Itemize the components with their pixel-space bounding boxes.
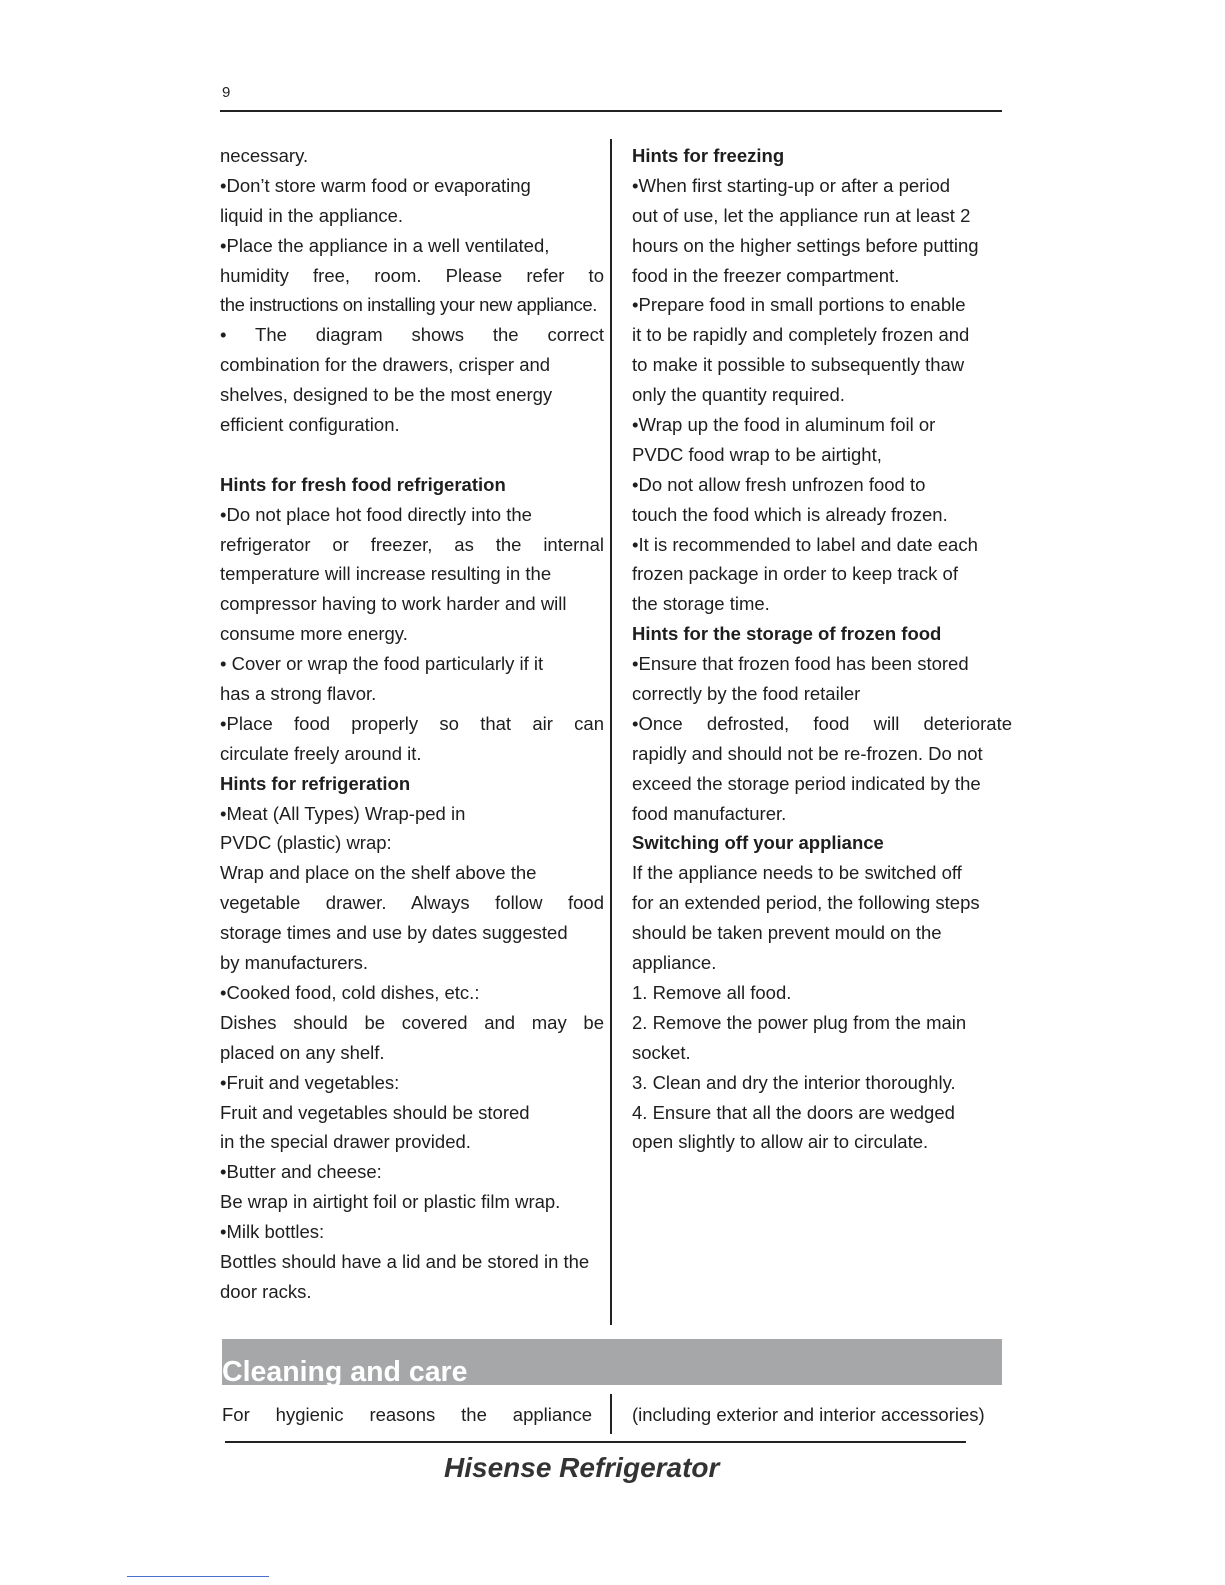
blank-line (220, 440, 604, 470)
text-line: the storage time. (632, 593, 770, 615)
text-line: •Ensure that frozen food has been stored (632, 653, 969, 675)
text-line: only the quantity required. (632, 384, 845, 406)
text-line: •Do not place hot food directly into the (220, 503, 532, 525)
section-heading: Switching off your appliance (632, 832, 884, 854)
section-title: Cleaning and care (222, 1356, 468, 1388)
text-line: the instructions on installing your new appliance. (220, 294, 597, 316)
text-line: •Cooked food, cold dishes, etc.: (220, 981, 480, 1003)
section-heading: Hints for freezing (632, 145, 785, 166)
text-line: door racks. (220, 1280, 312, 1302)
text-line: vegetable drawer. Always follow food (220, 892, 604, 914)
text-line: placed on any shelf. (220, 1041, 385, 1063)
text-line: refrigerator or freezer, as the internal (220, 533, 604, 555)
text-line: by manufacturers. (220, 952, 369, 974)
text-line: consume more energy. (220, 623, 408, 645)
text-line: storage times and use by dates suggested (220, 922, 568, 944)
text-line: should be taken prevent mould on the (632, 922, 942, 944)
section-heading: Hints for refrigeration (220, 772, 411, 794)
text-line: •It is recommended to label and date each (632, 533, 978, 555)
column-divider (610, 139, 612, 1325)
text-line: •Meat (All Types) Wrap-ped in (220, 802, 466, 824)
text-line: PVDC food wrap to be airtight, (632, 443, 882, 465)
text-line: rapidly and should not be re-frozen. Do not (632, 742, 983, 764)
text-line: Bottles should have a lid and be stored in the (220, 1250, 590, 1272)
right-column (632, 141, 1012, 1157)
text-line: •Prepare food in small portions to enable (632, 294, 966, 316)
text-line: appliance. (632, 952, 717, 974)
text-line: for an extended period, the following steps (632, 892, 980, 914)
text-line: combination for the drawers, crisper and (220, 354, 551, 376)
text-line: •Wrap up the food in aluminum foil or (632, 414, 936, 436)
text-line: out of use, let the appliance run at least 2 (632, 204, 971, 226)
text-line: 3. Clean and dry the interior thoroughly. (632, 1071, 956, 1093)
text-line: 1. Remove all food. (632, 981, 792, 1003)
text-line: Be wrap in airtight foil or plastic film wrap. (220, 1191, 561, 1213)
text-line: has a strong flavor. (220, 683, 377, 705)
text-line: •Do not allow fresh unfrozen food to (632, 473, 926, 495)
text-line: food manufacturer. (632, 802, 787, 824)
text-line: •Place food properly so that air can (220, 712, 604, 734)
text-line: humidity free, room. Please refer to (220, 264, 604, 286)
text-line: food in the freezer compartment. (632, 264, 900, 286)
text-line: •Place the appliance in a well ventilated, (220, 234, 550, 256)
header-rule (220, 110, 1002, 112)
left-column (220, 141, 604, 1307)
text-line: 4. Ensure that all the doors are wedged (632, 1101, 955, 1123)
text-line: •Once defrosted, food will deteriorate (632, 712, 1012, 734)
page-number: 9 (222, 84, 231, 101)
text-line: to make it possible to subsequently thaw (632, 354, 965, 376)
text-line: •Fruit and vegetables: (220, 1071, 400, 1093)
text-line: Dishes should be covered and may be (220, 1011, 604, 1033)
text-line: it to be rapidly and completely frozen and (632, 324, 970, 346)
text-line: circulate freely around it. (220, 742, 422, 764)
text-line: Fruit and vegetables should be stored (220, 1101, 530, 1123)
bottom-right-text: (including exterior and interior accessories) (632, 1404, 985, 1425)
text-line: 2. Remove the power plug from the main (632, 1011, 967, 1033)
text-line: exceed the storage period indicated by the (632, 772, 981, 794)
text-line: frozen package in order to keep track of (632, 563, 958, 585)
bottom-column-divider (610, 1394, 612, 1434)
text-line: in the special drawer provided. (220, 1131, 471, 1153)
text-line: •Milk bottles: (220, 1221, 325, 1243)
section-heading: Hints for fresh food refrigeration (220, 473, 506, 495)
text-line: hours on the higher settings before putting (632, 234, 979, 256)
footer-rule (225, 1441, 966, 1443)
text-line: compressor having to work harder and will (220, 593, 567, 615)
text-line: open slightly to allow air to circulate. (632, 1131, 929, 1153)
footer-brand-logo: Hisense Refrigerator (444, 1452, 720, 1483)
text-line: • Cover or wrap the food particularly if it (220, 653, 544, 675)
text-line: If the appliance needs to be switched off (632, 862, 962, 884)
text-line: liquid in the appliance. (220, 204, 404, 226)
text-line: touch the food which is already frozen. (632, 503, 948, 525)
text-line: PVDC (plastic) wrap: (220, 832, 392, 854)
text-line: necessary. (220, 145, 309, 166)
text-line: • The diagram shows the correct (220, 324, 604, 346)
text-line: Wrap and place on the shelf above the (220, 862, 537, 884)
link-underline (127, 1576, 269, 1577)
text-line: efficient configuration. (220, 414, 400, 436)
text-line: socket. (632, 1041, 691, 1063)
text-line: •When first starting-up or after a period (632, 174, 951, 196)
text-line: •Don’t store warm food or evaporating (220, 174, 531, 196)
text-line: shelves, designed to be the most energy (220, 384, 553, 406)
section-banner (222, 1339, 1002, 1388)
bottom-left-text: For hygienic reasons the appliance (222, 1404, 592, 1425)
text-line: •Butter and cheese: (220, 1161, 382, 1183)
text-line: temperature will increase resulting in the (220, 563, 552, 585)
section-heading: Hints for the storage of frozen food (632, 623, 942, 645)
text-line: correctly by the food retailer (632, 683, 861, 705)
